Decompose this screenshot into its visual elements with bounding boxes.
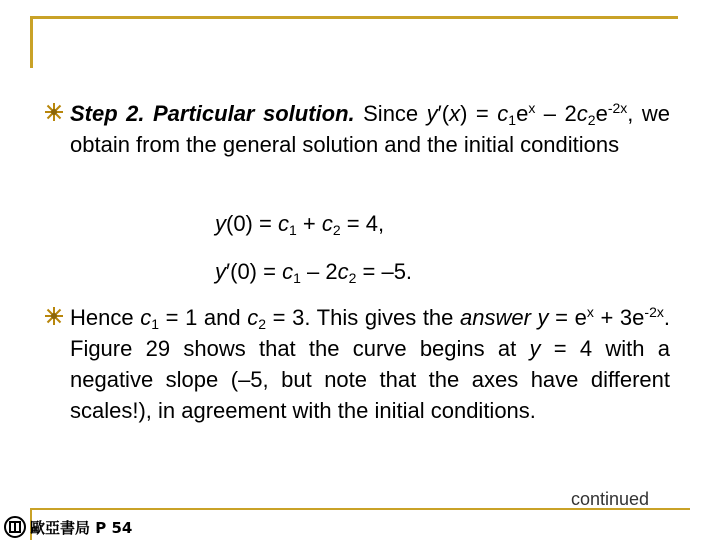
- footer: [4, 516, 132, 538]
- step2-heading: Step 2. Particular solution.: [70, 101, 355, 126]
- answer-paragraph: Hence $c_1 = 1$ and $c_2 = 3$. This gives the answer $y = e^x + 3e^{-2x}$. Figure 29 shows that the curve begins at y = 4 with a negative slope (–5, but note that the axes have different scales!), in agreement with the initial conditions.: [70, 304, 670, 423]
- star-bullet-icon: [44, 306, 64, 326]
- step2-paragraph: Step 2. Particular solution. Since $y'(x) = c_1e^x - 2c_2e^{-2x}$, we obtain from the general solution and the initial conditions: [70, 100, 670, 157]
- equation-initial-slope: $y'(0) = c_1 - 2c_2 = -5$.: [215, 259, 413, 286]
- top-frame-line: [30, 16, 678, 19]
- continued-label: continued: [571, 489, 650, 509]
- equation-initial-value: $y(0) = c_1 + c_2 = 4$,: [215, 211, 385, 238]
- left-frame-line: [30, 16, 33, 68]
- publisher-name: 歐亞書局 P 54: [30, 518, 133, 537]
- star-bullet-icon: [44, 102, 64, 122]
- page-number: P 54: [90, 518, 133, 537]
- publisher-logo-icon: [4, 516, 26, 538]
